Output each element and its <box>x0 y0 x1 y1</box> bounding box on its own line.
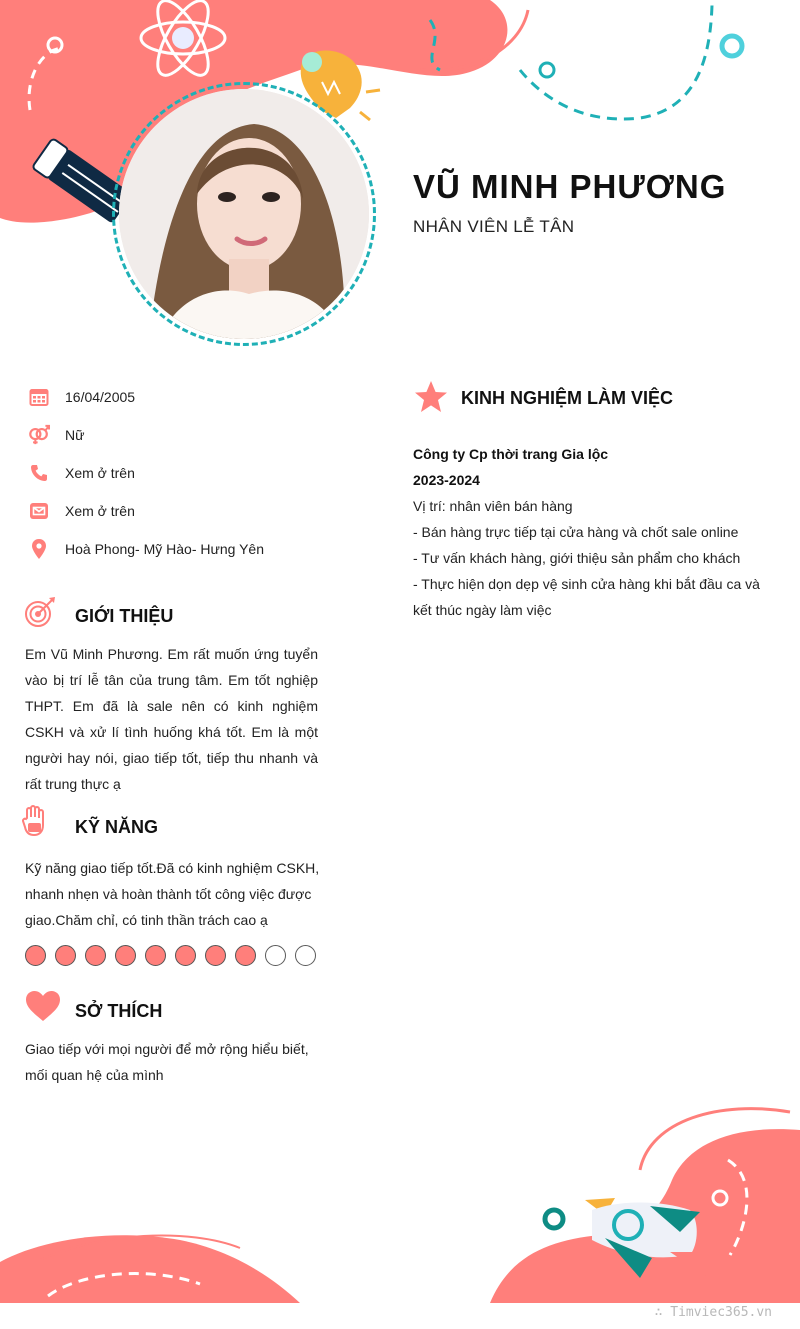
skill-dot-filled <box>85 945 106 966</box>
skill-dot-filled <box>115 945 136 966</box>
skill-dot-filled <box>235 945 256 966</box>
contact-email <box>28 498 358 524</box>
watermark <box>655 1305 772 1320</box>
skill-dot-empty <box>295 945 316 966</box>
skill-dot-filled <box>55 945 76 966</box>
job-title: NHÂN VIÊN LỄ TÂN <box>413 217 575 236</box>
watermark-text: Timviec365.vn <box>670 1305 772 1320</box>
work-period: 2023-2024 <box>413 472 480 488</box>
address-value: Hoà Phong- Mỹ Hào- Hưng Yên <box>65 541 264 557</box>
email-value: Xem ở trên <box>65 503 135 519</box>
birthday-value: 16/04/2005 <box>65 389 136 405</box>
hand-icon <box>22 805 56 839</box>
duty-line: - Bán hàng trực tiếp tại cửa hàng và chốt sale online <box>413 524 739 540</box>
candidate-name: VŨ MINH PHƯƠNG <box>413 168 727 205</box>
skills-title: KỸ NĂNG <box>75 817 159 837</box>
hobbies-text: Giao tiếp với mọi người để mở rộng hiểu biết, mối quan hệ của mình <box>25 1041 309 1083</box>
skill-rating <box>25 945 316 966</box>
heart-icon <box>25 990 59 1024</box>
phone-icon <box>28 462 50 484</box>
avatar <box>119 89 369 339</box>
about-title: GIỚI THIỆU <box>75 606 174 626</box>
duty-line: - Thực hiện dọn dẹp vệ sinh cửa hàng khi bắt đầu ca và kết thúc ngày làm việc <box>413 576 760 618</box>
about-text: Em Vũ Minh Phương. Em rất muốn ứng tuyển vào bị trí lễ tân của trung tâm. Em tốt nghiệp THPT. Em đã là sale nên có kinh nghiệm CSKH và xử lí tình huống khá tốt. Em là một người hay nói, giao tiếp tốt, tiếp thu nhanh và rất trung thực ạ <box>25 646 318 792</box>
skill-dot-empty <box>265 945 286 966</box>
position: Vị trí: nhân viên bán hàng <box>413 498 573 514</box>
hobbies-title: SỞ THÍCH <box>75 1001 163 1021</box>
star-icon <box>414 380 448 414</box>
skill-dot-filled <box>205 945 226 966</box>
contact-phone <box>28 460 358 486</box>
experience-entry <box>413 441 778 623</box>
gender-value: Nữ <box>65 427 85 443</box>
gender-icon <box>28 424 50 446</box>
skill-dot-filled <box>175 945 196 966</box>
contact-birthday <box>28 384 358 410</box>
duty-line: - Tư vấn khách hàng, giới thiệu sản phẩm cho khách <box>413 550 741 566</box>
mail-icon <box>28 500 50 522</box>
skill-dot-filled <box>145 945 166 966</box>
experience-title: KINH NGHIỆM LÀM VIỆC <box>461 388 674 408</box>
contact-address <box>28 536 358 562</box>
map-pin-icon <box>28 538 50 560</box>
skill-dot-filled <box>25 945 46 966</box>
bottom-left-blob <box>0 1235 300 1303</box>
contact-gender <box>28 422 358 448</box>
target-icon <box>24 596 58 630</box>
company-name: Công ty Cp thời trang Gia lộc <box>413 446 609 462</box>
calendar-icon <box>28 386 50 408</box>
watermark-glyph: ∴ <box>654 1305 671 1320</box>
skills-text: Kỹ năng giao tiếp tốt.Đã có kinh nghiệm CSKH, nhanh nhẹn và hoàn thành tốt công việc được giao.Chăm chỉ, có tinh thần trách cao ạ <box>25 860 320 928</box>
phone-value: Xem ở trên <box>65 465 135 481</box>
